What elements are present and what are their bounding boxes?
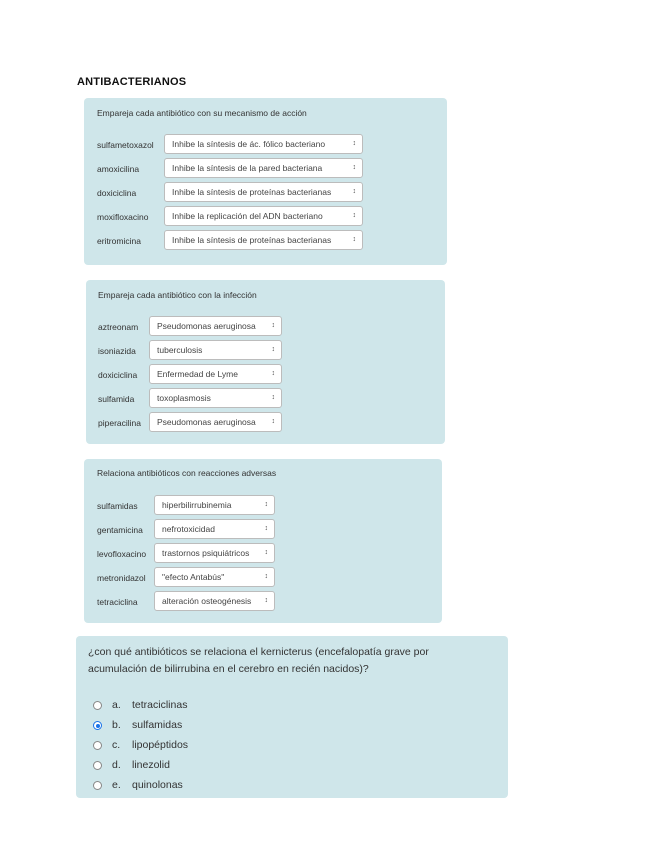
select-value: Inhibe la síntesis de la pared bacteriana	[172, 163, 323, 173]
match-row	[86, 412, 445, 434]
select-value: Inhibe la síntesis de ác. fólico bacteriano	[172, 139, 326, 149]
select-value: Pseudomonas aeruginosa	[157, 417, 256, 427]
option-text: linezolid	[132, 759, 170, 771]
question-card-adverse-reactions	[84, 459, 442, 623]
option-text: sulfamidas	[132, 719, 183, 731]
select-value: Enfermedad de Lyme	[157, 369, 238, 379]
option-letter: b.	[112, 719, 121, 731]
match-select[interactable]	[154, 519, 275, 539]
select-value: nefrotoxicidad	[162, 524, 215, 534]
option-text: tetraciclinas	[132, 699, 188, 711]
match-label: doxiciclina	[97, 188, 137, 198]
match-row	[84, 543, 442, 565]
up-down-chevron-icon: ↕	[271, 418, 275, 425]
match-label: aztreonam	[98, 322, 139, 332]
option-text: quinolonas	[132, 779, 183, 791]
select-value: alteración osteogénesis	[162, 596, 252, 606]
up-down-chevron-icon: ↕	[352, 140, 356, 147]
option-letter: e.	[112, 779, 121, 791]
radio-button[interactable]	[93, 761, 102, 770]
match-label: eritromicina	[97, 236, 141, 246]
match-select[interactable]	[154, 567, 275, 587]
select-value: "efecto Antabús"	[162, 572, 225, 582]
up-down-chevron-icon: ↕	[271, 370, 275, 377]
up-down-chevron-icon: ↕	[264, 597, 268, 604]
up-down-chevron-icon: ↕	[352, 212, 356, 219]
match-select[interactable]	[164, 230, 363, 250]
match-select[interactable]	[149, 316, 282, 336]
match-row	[84, 182, 447, 204]
match-row	[86, 340, 445, 362]
match-select[interactable]	[149, 388, 282, 408]
select-value: tuberculosis	[157, 345, 203, 355]
option-text: lipopéptidos	[132, 739, 189, 751]
up-down-chevron-icon: ↕	[352, 236, 356, 243]
match-label: levofloxacino	[97, 549, 147, 559]
match-select[interactable]	[164, 182, 363, 202]
match-select[interactable]	[164, 206, 363, 226]
match-row	[84, 591, 442, 613]
question-card-mechanism	[84, 98, 447, 265]
match-select[interactable]	[154, 495, 275, 515]
match-select[interactable]	[164, 134, 363, 154]
match-row	[84, 158, 447, 180]
up-down-chevron-icon: ↕	[352, 164, 356, 171]
match-select[interactable]	[149, 364, 282, 384]
question-prompt: Empareja cada antibiótico con la infección	[98, 290, 257, 300]
up-down-chevron-icon: ↕	[264, 549, 268, 556]
up-down-chevron-icon: ↕	[264, 573, 268, 580]
radio-button[interactable]	[93, 701, 102, 710]
match-label: tetraciclina	[97, 597, 138, 607]
match-label: metronidazol	[97, 573, 146, 583]
up-down-chevron-icon: ↕	[271, 322, 275, 329]
match-row	[84, 230, 447, 252]
up-down-chevron-icon: ↕	[271, 394, 275, 401]
question-card-infection	[86, 280, 445, 444]
match-select[interactable]	[164, 158, 363, 178]
match-row	[84, 567, 442, 589]
radio-button[interactable]	[93, 721, 102, 730]
up-down-chevron-icon: ↕	[264, 501, 268, 508]
up-down-chevron-icon: ↕	[264, 525, 268, 532]
option-letter: c.	[112, 739, 121, 751]
radio-button[interactable]	[93, 781, 102, 790]
question-prompt: Empareja cada antibiótico con su mecanismo de acción	[97, 108, 307, 118]
match-select[interactable]	[154, 591, 275, 611]
page-title: ANTIBACTERIANOS	[77, 76, 187, 88]
match-row	[86, 388, 445, 410]
match-row	[84, 206, 447, 228]
match-row	[86, 364, 445, 386]
question-prompt: Relaciona antibióticos con reacciones adversas	[97, 468, 277, 478]
match-label: sulfamidas	[97, 501, 138, 511]
match-select[interactable]	[149, 340, 282, 360]
option-letter: d.	[112, 759, 121, 771]
match-row	[84, 495, 442, 517]
option-letter: a.	[112, 699, 121, 711]
select-value: hiperbilirrubinemia	[162, 500, 232, 510]
match-label: sulfametoxazol	[97, 140, 154, 150]
match-row	[84, 134, 447, 156]
match-label: piperacilina	[98, 418, 141, 428]
select-value: toxoplasmosis	[157, 393, 211, 403]
match-label: amoxicilina	[97, 164, 140, 174]
match-label: gentamicina	[97, 525, 143, 535]
match-label: moxifloxacino	[97, 212, 149, 222]
select-value: trastornos psiquiátricos	[162, 548, 250, 558]
select-value: Inhibe la replicación del ADN bacteriano	[172, 211, 323, 221]
match-row	[86, 316, 445, 338]
match-row	[84, 519, 442, 541]
radio-button[interactable]	[93, 741, 102, 750]
match-label: isoniazida	[98, 346, 136, 356]
question-text: ¿con qué antibióticos se relaciona el kernicterus (encefalopatía grave por acumulación de bilirrubina en el cerebro en recién nacidos)?	[88, 646, 429, 675]
up-down-chevron-icon: ↕	[271, 346, 275, 353]
match-select[interactable]	[149, 412, 282, 432]
select-value: Inhibe la síntesis de proteínas bacterianas	[172, 235, 332, 245]
match-label: sulfamida	[98, 394, 135, 404]
match-select[interactable]	[154, 543, 275, 563]
select-value: Pseudomonas aeruginosa	[157, 321, 256, 331]
up-down-chevron-icon: ↕	[352, 188, 356, 195]
select-value: Inhibe la síntesis de proteínas bacterianas	[172, 187, 332, 197]
match-label: doxiciclina	[98, 370, 138, 380]
